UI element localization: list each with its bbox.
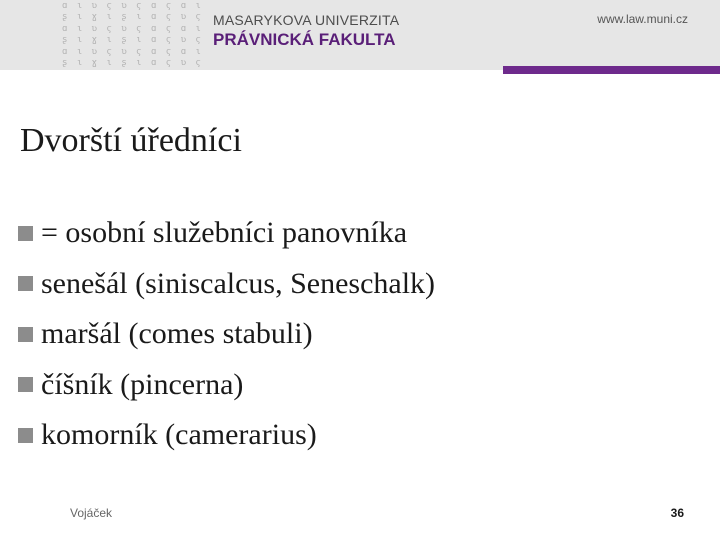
- bullet-list: [18, 208, 435, 461]
- bullet-item: [18, 259, 435, 310]
- bullet-item: [18, 360, 435, 411]
- page-number: 36: [670, 506, 684, 520]
- square-bullet-icon: [18, 327, 33, 342]
- logo-pattern: ɑ ɩ ʋ ϛ ʋ ϛ ɑ ϛ ɑ ɩ ʂ ɩ ɣ ɩ ʂ ɩ ɑ ϛ ʋ ϛ ɑ ɩ ʋ ϛ ʋ ϛ ɑ ϛ ɑ ɩ ʂ ɩ ɣ ɩ ʂ ɩ ɑ ϛ ʋ ϛ ɑ ɩ ʋ ϛ ʋ ϛ ɑ ϛ ɑ ɩ ʂ ɩ ɣ ɩ ʂ ɩ ɑ ϛ ʋ ϛ: [62, 1, 203, 68]
- square-bullet-icon: [18, 276, 33, 291]
- website-url: www.law.muni.cz: [597, 12, 688, 26]
- bullet-text: číšník (pincerna): [41, 367, 244, 401]
- bullet-text: = osobní služebníci panovníka: [41, 216, 408, 250]
- footer-author: Vojáček: [70, 506, 113, 520]
- bullet-item: [18, 410, 435, 461]
- square-bullet-icon: [18, 226, 33, 241]
- faculty-name: PRÁVNICKÁ FAKULTA: [213, 30, 396, 49]
- square-bullet-icon: [18, 428, 33, 443]
- bullet-text: maršál (comes stabuli): [41, 317, 313, 351]
- accent-bar: [503, 66, 720, 74]
- slide-title: Dvorští úředníci: [20, 122, 242, 159]
- header-band: [0, 0, 720, 70]
- bullet-text: komorník (camerarius): [41, 418, 317, 452]
- bullet-item: [18, 208, 435, 259]
- bullet-item: [18, 309, 435, 360]
- square-bullet-icon: [18, 377, 33, 392]
- bullet-text: senešál (siniscalcus, Seneschalk): [41, 266, 436, 300]
- university-name: MASARYKOVA UNIVERZITA: [213, 12, 400, 28]
